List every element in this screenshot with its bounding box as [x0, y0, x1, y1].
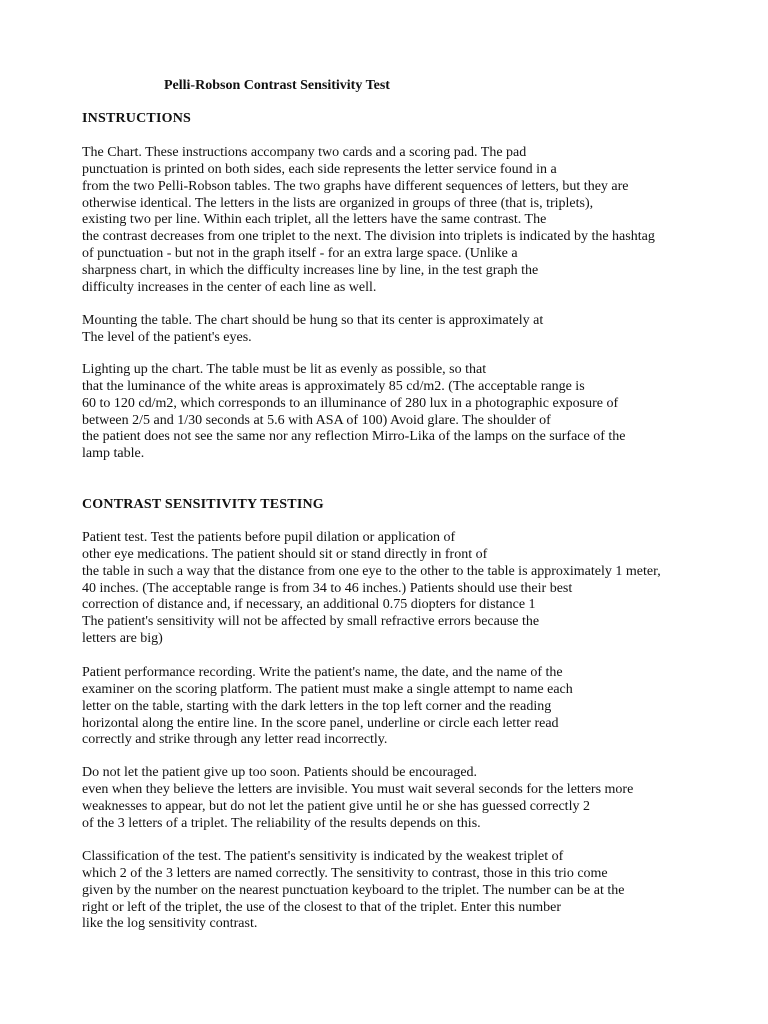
text-line: otherwise identical. The letters in the lists are organized in groups of three (that is, triplets), [82, 195, 594, 211]
text-line: Do not let the patient give up too soon. Patients should be encouraged. [82, 765, 478, 780]
text-line: Lighting up the chart. The table must be lit as evenly as possible, so that [82, 362, 487, 377]
text-line: punctuation is printed on both sides, each side represents the letter service found in a [82, 161, 557, 177]
text-line: of the 3 letters of a triplet. The reliability of the results depends on this. [82, 815, 481, 831]
text-line: that the luminance of the white areas is approximately 85 cd/m2. (The acceptable range is [82, 378, 585, 394]
section-heading-instructions: INSTRUCTIONS [82, 111, 191, 126]
section-heading-contrast-testing: CONTRAST SENSITIVITY TESTING [82, 497, 324, 512]
text-line: of punctuation - but not in the graph itself - for an extra large space. (Unlike a [82, 246, 518, 262]
text-line: Patient performance recording. Write the patient's name, the date, and the name of the [82, 665, 563, 680]
text-line: The Chart. These instructions accompany two cards and a scoring pad. The pad [82, 145, 527, 160]
text-line: weaknesses to appear, but do not let the patient give until he or she has guessed correctly 2 [82, 798, 590, 814]
text-line: the patient does not see the same nor any reflection Mirro-Lika of the lamps on the surface of the [82, 429, 626, 445]
paragraph-patient-test [82, 530, 722, 648]
paragraph-lighting [82, 362, 722, 463]
text-line: the table in such a way that the distance from one eye to the other to the table is approximately 1 meter, [82, 563, 661, 579]
text-line: existing two per line. Within each triplet, all the letters have the same contrast. The [82, 212, 547, 228]
text-line: letter on the table, starting with the dark letters in the top left corner and the reading [82, 698, 552, 714]
text-line: lamp table. [82, 446, 145, 462]
text-line: correction of distance and, if necessary, an additional 0.75 diopters for distance 1 [82, 597, 536, 613]
paragraph-encouragement [82, 765, 722, 832]
text-line: letters are big) [82, 631, 163, 647]
text-line: horizontal along the entire line. In the score panel, underline or circle each letter read [82, 715, 559, 731]
text-line: sharpness chart, in which the difficulty increases line by line, in the test graph the [82, 262, 539, 278]
text-line: 40 inches. (The acceptable range is from 34 to 46 inches.) Patients should use their best [82, 580, 573, 596]
paragraph-the-chart [82, 145, 722, 297]
paragraph-classification [82, 849, 722, 933]
document-title: Pelli-Robson Contrast Sensitivity Test [164, 78, 390, 93]
text-line: other eye medications. The patient should sit or stand directly in front of [82, 546, 488, 562]
text-line: Classification of the test. The patient's sensitivity is indicated by the weakest triplet of [82, 849, 564, 864]
text-line: Mounting the table. The chart should be hung so that its center is approximately at [82, 313, 544, 328]
text-line: 60 to 120 cd/m2, which corresponds to an illuminance of 280 lux in a photographic exposure of [82, 395, 619, 411]
text-line: the contrast decreases from one triplet to the next. The division into triplets is indicated by the hashtag [82, 229, 655, 245]
text-line: given by the number on the nearest punctuation keyboard to the triplet. The number can be at the [82, 882, 625, 898]
text-line: like the log sensitivity contrast. [82, 916, 258, 932]
text-line: which 2 of the 3 letters are named correctly. The sensitivity to contrast, those in this trio come [82, 865, 608, 881]
text-line: difficulty increases in the center of each line as well. [82, 279, 377, 295]
text-line: The level of the patient's eyes. [82, 329, 252, 345]
text-line: correctly and strike through any letter read incorrectly. [82, 732, 388, 748]
text-line: examiner on the scoring platform. The patient must make a single attempt to name each [82, 681, 573, 697]
paragraph-mounting [82, 313, 722, 347]
text-line: The patient's sensitivity will not be affected by small refractive errors because the [82, 614, 540, 630]
paragraph-performance-recording [82, 665, 722, 749]
text-line: from the two Pelli-Robson tables. The two graphs have different sequences of letters, but they are [82, 178, 629, 194]
text-line: Patient test. Test the patients before pupil dilation or application of [82, 530, 456, 545]
text-line: right or left of the triplet, the use of the closest to that of the triplet. Enter this number [82, 899, 561, 915]
text-line: between 2/5 and 1/30 seconds at 5.6 with ASA of 100) Avoid glare. The shoulder of [82, 412, 551, 428]
text-line: even when they believe the letters are invisible. You must wait several seconds for the letters more [82, 781, 634, 797]
